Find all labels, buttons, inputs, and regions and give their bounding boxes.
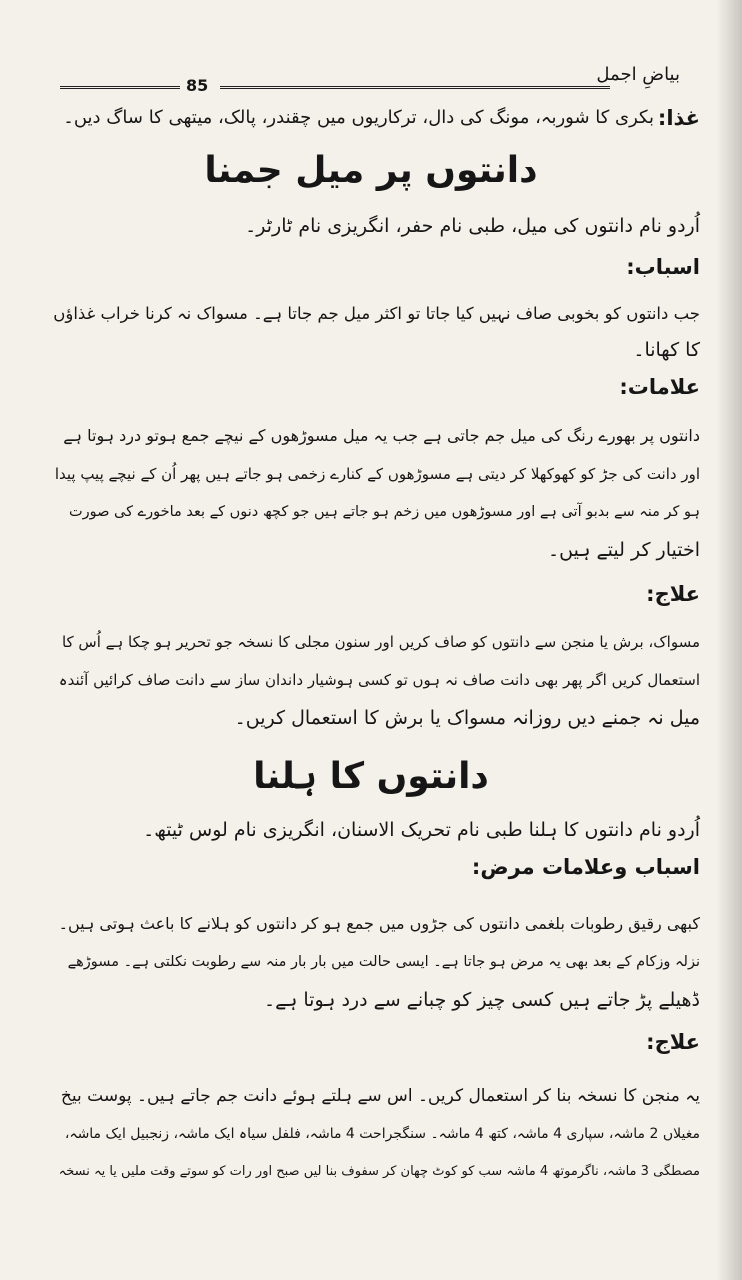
section1-symptoms-line: دانتوں پر بھورے رنگ کی میل جم جاتی ہے جب یہ میل مسوڑھوں کے نیچے جمع ہوتو درد ہوتا ہے [63,426,700,445]
header-rule-left [60,86,180,89]
section-title-tartar: دانتوں پر میل جمنا [204,150,538,191]
section1-symptoms-line: اور دانت کی جڑ کو کھوکھلا کر دیتی ہے مسوڑھوں کے کنارے زخمی ہو جاتے ہیں پھر اُن کے نیچے پیپ پیدا [54,465,700,483]
running-title: بیاضِ اجمل [596,64,680,85]
section2-treatment-line: یہ منجن کا نسخہ بنا کر استعمال کریں۔ اس سے ہلتے ہوئے دانت جم جاتے ہیں۔ پوست بیخ [60,1086,700,1106]
section1-symptoms-label: علامات: [619,375,700,399]
section2-intro: اُردو نام دانتوں کا ہلنا طبی نام تحریک الاسنان، انگریزی نام لوس ٹیتھ۔ [143,819,700,841]
page-binding-shadow [716,0,742,1280]
section2-causes-line: ڈھیلے پڑ جاتے ہیں کسی چیز کو چبانے سے درد ہوتا ہے۔ [263,989,700,1011]
page-number: 85 [186,76,209,95]
section2-treatment-line: مصطگی 3 ماشہ، ناگرموتھ 4 ماشہ سب کو کوٹ چھان کر سفوف بنا لیں صبح اور رات کو سوتے وقت ملیں یا یہ نسخہ [58,1164,700,1179]
section-title-loose-teeth: دانتوں کا ہلنا [253,756,489,797]
section1-symptoms-line: اختیار کر لیتے ہیں۔ [548,539,700,561]
section1-symptoms-line: ہو کر منہ سے بدبو آتی ہے اور مسوڑھوں میں زخم ہو جاتے ہیں جو کچھ دنوں کے بعد ماخورے کی صورت [68,504,700,520]
diet-line: بکری کا شوربہ، مونگ کی دال، ترکاریوں میں چقندر، پالک، میتھی کا ساگ دیں۔ [63,107,654,128]
section1-treatment-line: میل نہ جمنے دیں روزانہ مسواک یا برش کا استعمال کریں۔ [234,707,700,729]
section2-causes-label: اسباب وعلامات مرض: [471,855,700,879]
section2-treatment-label: علاج: [646,1030,700,1054]
section1-causes-line: جب دانتوں کو بخوبی صاف نہیں کیا جاتا تو اکثر میل جم جاتا ہے۔ مسواک نہ کرنا خراب غذاؤں [53,304,700,323]
section1-causes-line: کا کھانا۔ [633,339,700,361]
section2-causes-line: نزلہ وزکام کے بعد بھی یہ مرض ہو جاتا ہے۔ ایسی حالت میں بار بار منہ سے رطوبت نکلتی ہے۔ مسوڑھے [67,954,700,970]
header-rule-right [220,86,610,89]
diet-label: غذا: [657,106,700,130]
section1-treatment-line: استعمال کریں اگر پھر بھی دانت صاف نہ ہوں تو کسی ہوشیار داندان ساز سے دانت صاف کرائیں آئندہ [58,671,700,689]
section1-causes-label: اسباب: [626,255,700,279]
section1-treatment-line: مسواک، برش یا منجن سے دانتوں کو صاف کریں اور سنون مجلی کا نسخہ جو تحریر ہو چکا ہے اُس کا [61,633,700,651]
section2-treatment-line: مغیلاں 2 ماشہ، سپاری 4 ماشہ، کتھ 4 ماشہ۔ سنگجراحت 4 ماشہ، فلفل سیاہ ایک ماشہ، زنجبیل ایک ماشہ، [64,1126,700,1142]
section1-intro: اُردو نام دانتوں کی میل، طبی نام حفر، انگریزی نام ٹارٹر۔ [245,215,700,237]
section2-causes-line: کبھی رقیق رطوبات بلغمی دانتوں کی جڑوں میں جمع ہو کر دانتوں کو ہلانے کا باعث ہوتی ہیں۔ [58,914,700,933]
section1-treatment-label: علاج: [646,582,700,606]
